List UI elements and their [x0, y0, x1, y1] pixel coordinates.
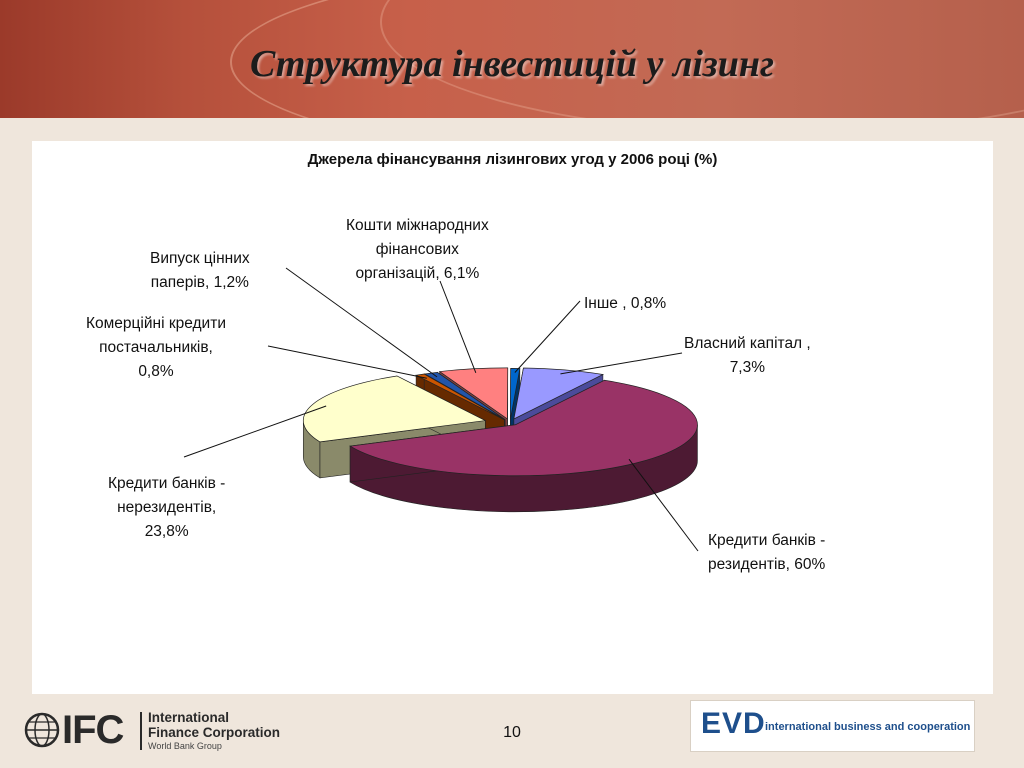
label-securities: Випуск цінних паперів, 1,2% [150, 250, 250, 291]
evd-tagline: international business and cooperation [765, 721, 971, 733]
page-number: 10 [503, 724, 521, 741]
leader-line [440, 281, 476, 373]
leader-line [515, 301, 580, 372]
label-intl-organizations: Кошти міжнародних фінансових організацій, 6,1% [346, 217, 489, 282]
chart-title: Джерела фінансування лізингових угод у 2006 році (%) [307, 151, 718, 168]
evd-mark: EVD [701, 707, 766, 740]
pie-chart [32, 141, 993, 694]
ifc-line3: World Bank Group [148, 741, 222, 751]
leader-line [268, 346, 427, 378]
label-supplier-credits: Комерційні кредити постачальників, 0,8% [86, 315, 226, 380]
leader-line [560, 353, 682, 374]
chart-panel [32, 141, 993, 694]
ifc-line1: International [148, 710, 230, 725]
footer [0, 694, 1024, 768]
label-nonresident-banks: Кредити банків - нерезидентів, 23,8% [108, 475, 226, 540]
ifc-line2: Finance Corporation [148, 725, 281, 740]
label-resident-banks: Кредити банків - резидентів, 60% [708, 532, 826, 573]
label-own-capital: Власний капітал , 7,3% [684, 335, 811, 376]
evd-logo [690, 700, 975, 752]
label-other: Інше , 0,8% [584, 295, 667, 312]
ifc-mark: IFC [62, 708, 124, 752]
page-title: Структура інвестицій у лізинг [250, 43, 774, 85]
